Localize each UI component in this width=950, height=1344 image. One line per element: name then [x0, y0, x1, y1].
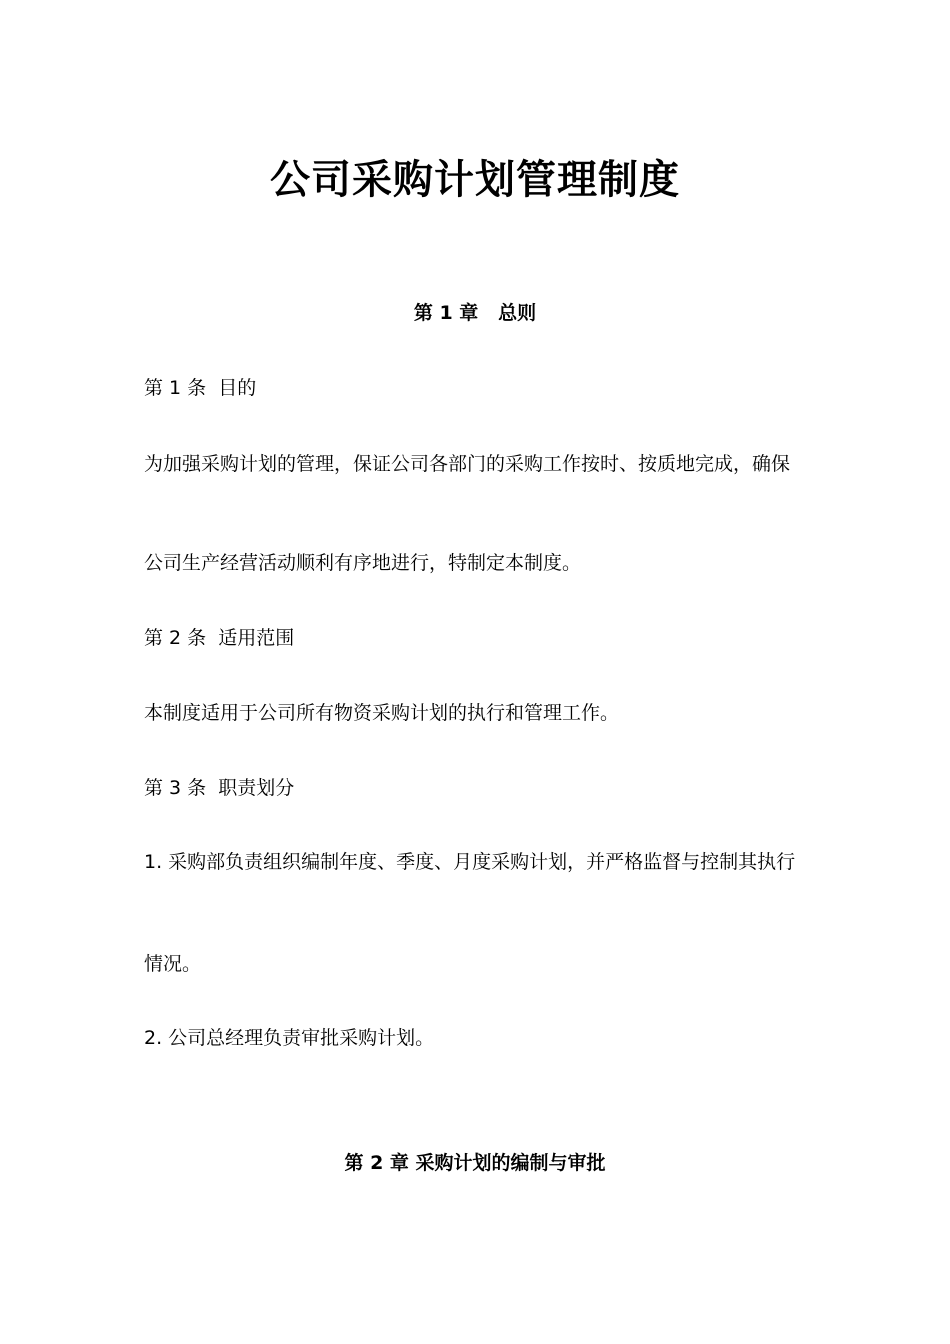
article-1-heading: 第 1 条 目的 — [144, 377, 257, 399]
article-2-heading: 第 2 条 适用范围 — [144, 627, 295, 649]
article-3-item-1-line-1: 1. 采购部负责组织编制年度、季度、月度采购计划，并严格监督与控制其执行 — [144, 851, 796, 873]
article-3-item-2: 2. 公司总经理负责审批采购计划。 — [144, 1027, 435, 1049]
article-3-item-1-line-2: 情况。 — [144, 953, 202, 975]
article-2-text: 本制度适用于公司所有物资采购计划的执行和管理工作。 — [144, 702, 620, 724]
article-1-text-line-1: 为加强采购计划的管理，保证公司各部门的采购工作按时、按质地完成，确保 — [144, 453, 791, 475]
chapter-1-heading: 第 1 章 总则 — [413, 302, 537, 324]
document-title: 公司采购计划管理制度 — [270, 157, 680, 203]
chapter-2-heading: 第 2 章 采购计划的编制与审批 — [344, 1152, 606, 1174]
article-1-text-line-2: 公司生产经营活动顺利有序地进行，特制定本制度。 — [144, 552, 582, 574]
article-3-heading: 第 3 条 职责划分 — [144, 777, 295, 799]
